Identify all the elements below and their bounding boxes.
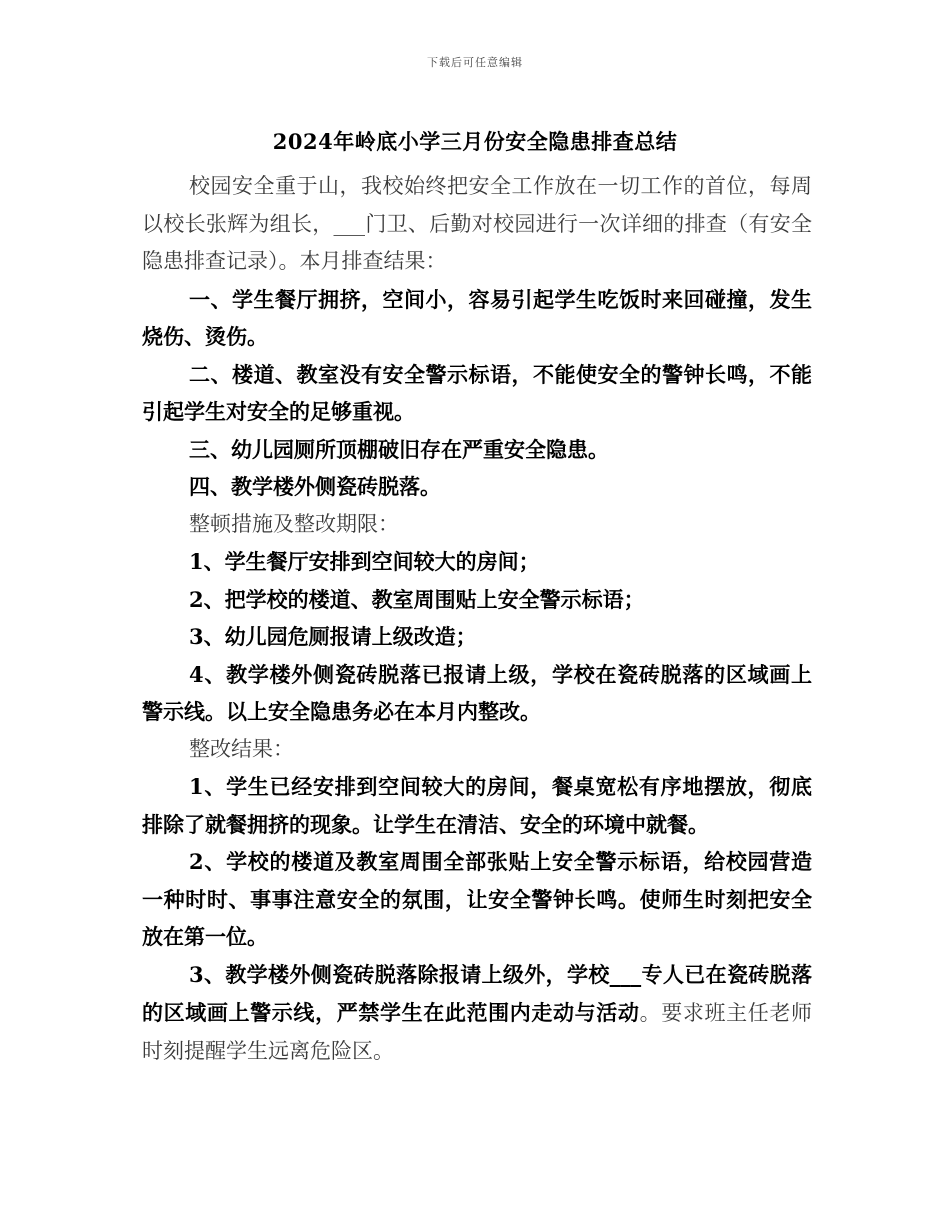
finding-item: 三、幼儿园厕所顶棚破旧存在严重安全隐患。 bbox=[189, 436, 609, 462]
intro-paragraph: 校园安全重于山，我校始终把安全工作放在一切工作的首位，每周以校长张辉为组长，___门卫、后勤对校园进行一次详细的排查（有安全隐患排查记录）。本月排查结果： bbox=[142, 174, 812, 273]
results-heading: 整改结果： bbox=[189, 736, 294, 761]
result-item: 1、学生已经安排到空间较大的房间，餐桌宽松有序地摆放，彻底排除了就餐拥挤的现象。让学生在清洁、安全的环境中就餐。 bbox=[142, 774, 812, 837]
header-note: 下载后可任意编辑 bbox=[427, 56, 523, 69]
result-item-3 bbox=[142, 956, 812, 1071]
document-title: 2024年岭底小学三月份安全隐患排查总结 bbox=[272, 129, 678, 154]
result-3-bold-text: 3、教学楼外侧瓷砖脱落除报请上级外，学校___专人已在瓷砖脱落的区域画上警示线，严禁学生在此范围内走动与活动 bbox=[142, 961, 812, 1025]
finding-item: 一、学生餐厅拥挤，空间小，容易引起学生吃饭时来回碰撞，发生烧伤、烫伤。 bbox=[142, 286, 812, 349]
measure-item: 4、教学楼外侧瓷砖脱落已报请上级，学校在瓷砖脱落的区域画上警示线。以上安全隐患务必在本月内整改。 bbox=[142, 661, 812, 724]
measure-item: 1、学生餐厅安排到空间较大的房间； bbox=[189, 549, 540, 574]
finding-item: 四、教学楼外侧瓷砖脱落。 bbox=[189, 474, 441, 499]
measure-item: 2、把学校的楼道、教室周围贴上安全警示标语； bbox=[189, 586, 645, 612]
result-item: 2、学校的楼道及教室周围全部张贴上安全警示标语，给校园营造一种时时、事事注意安全的氛围，让安全警钟长鸣。使师生时刻把安全放在第一位。 bbox=[142, 849, 812, 949]
finding-item: 二、楼道、教室没有安全警示标语，不能使安全的警钟长鸣，不能引起学生对安全的足够重视。 bbox=[142, 361, 812, 424]
document-body bbox=[142, 168, 812, 1070]
result-3-regular-text: 。要求班主任老师时刻提醒学生远离危险区。 bbox=[142, 1001, 813, 1063]
measures-heading: 整顿措施及整改期限： bbox=[189, 511, 399, 536]
measure-item: 3、幼儿园危厕报请上级改造； bbox=[189, 624, 477, 649]
